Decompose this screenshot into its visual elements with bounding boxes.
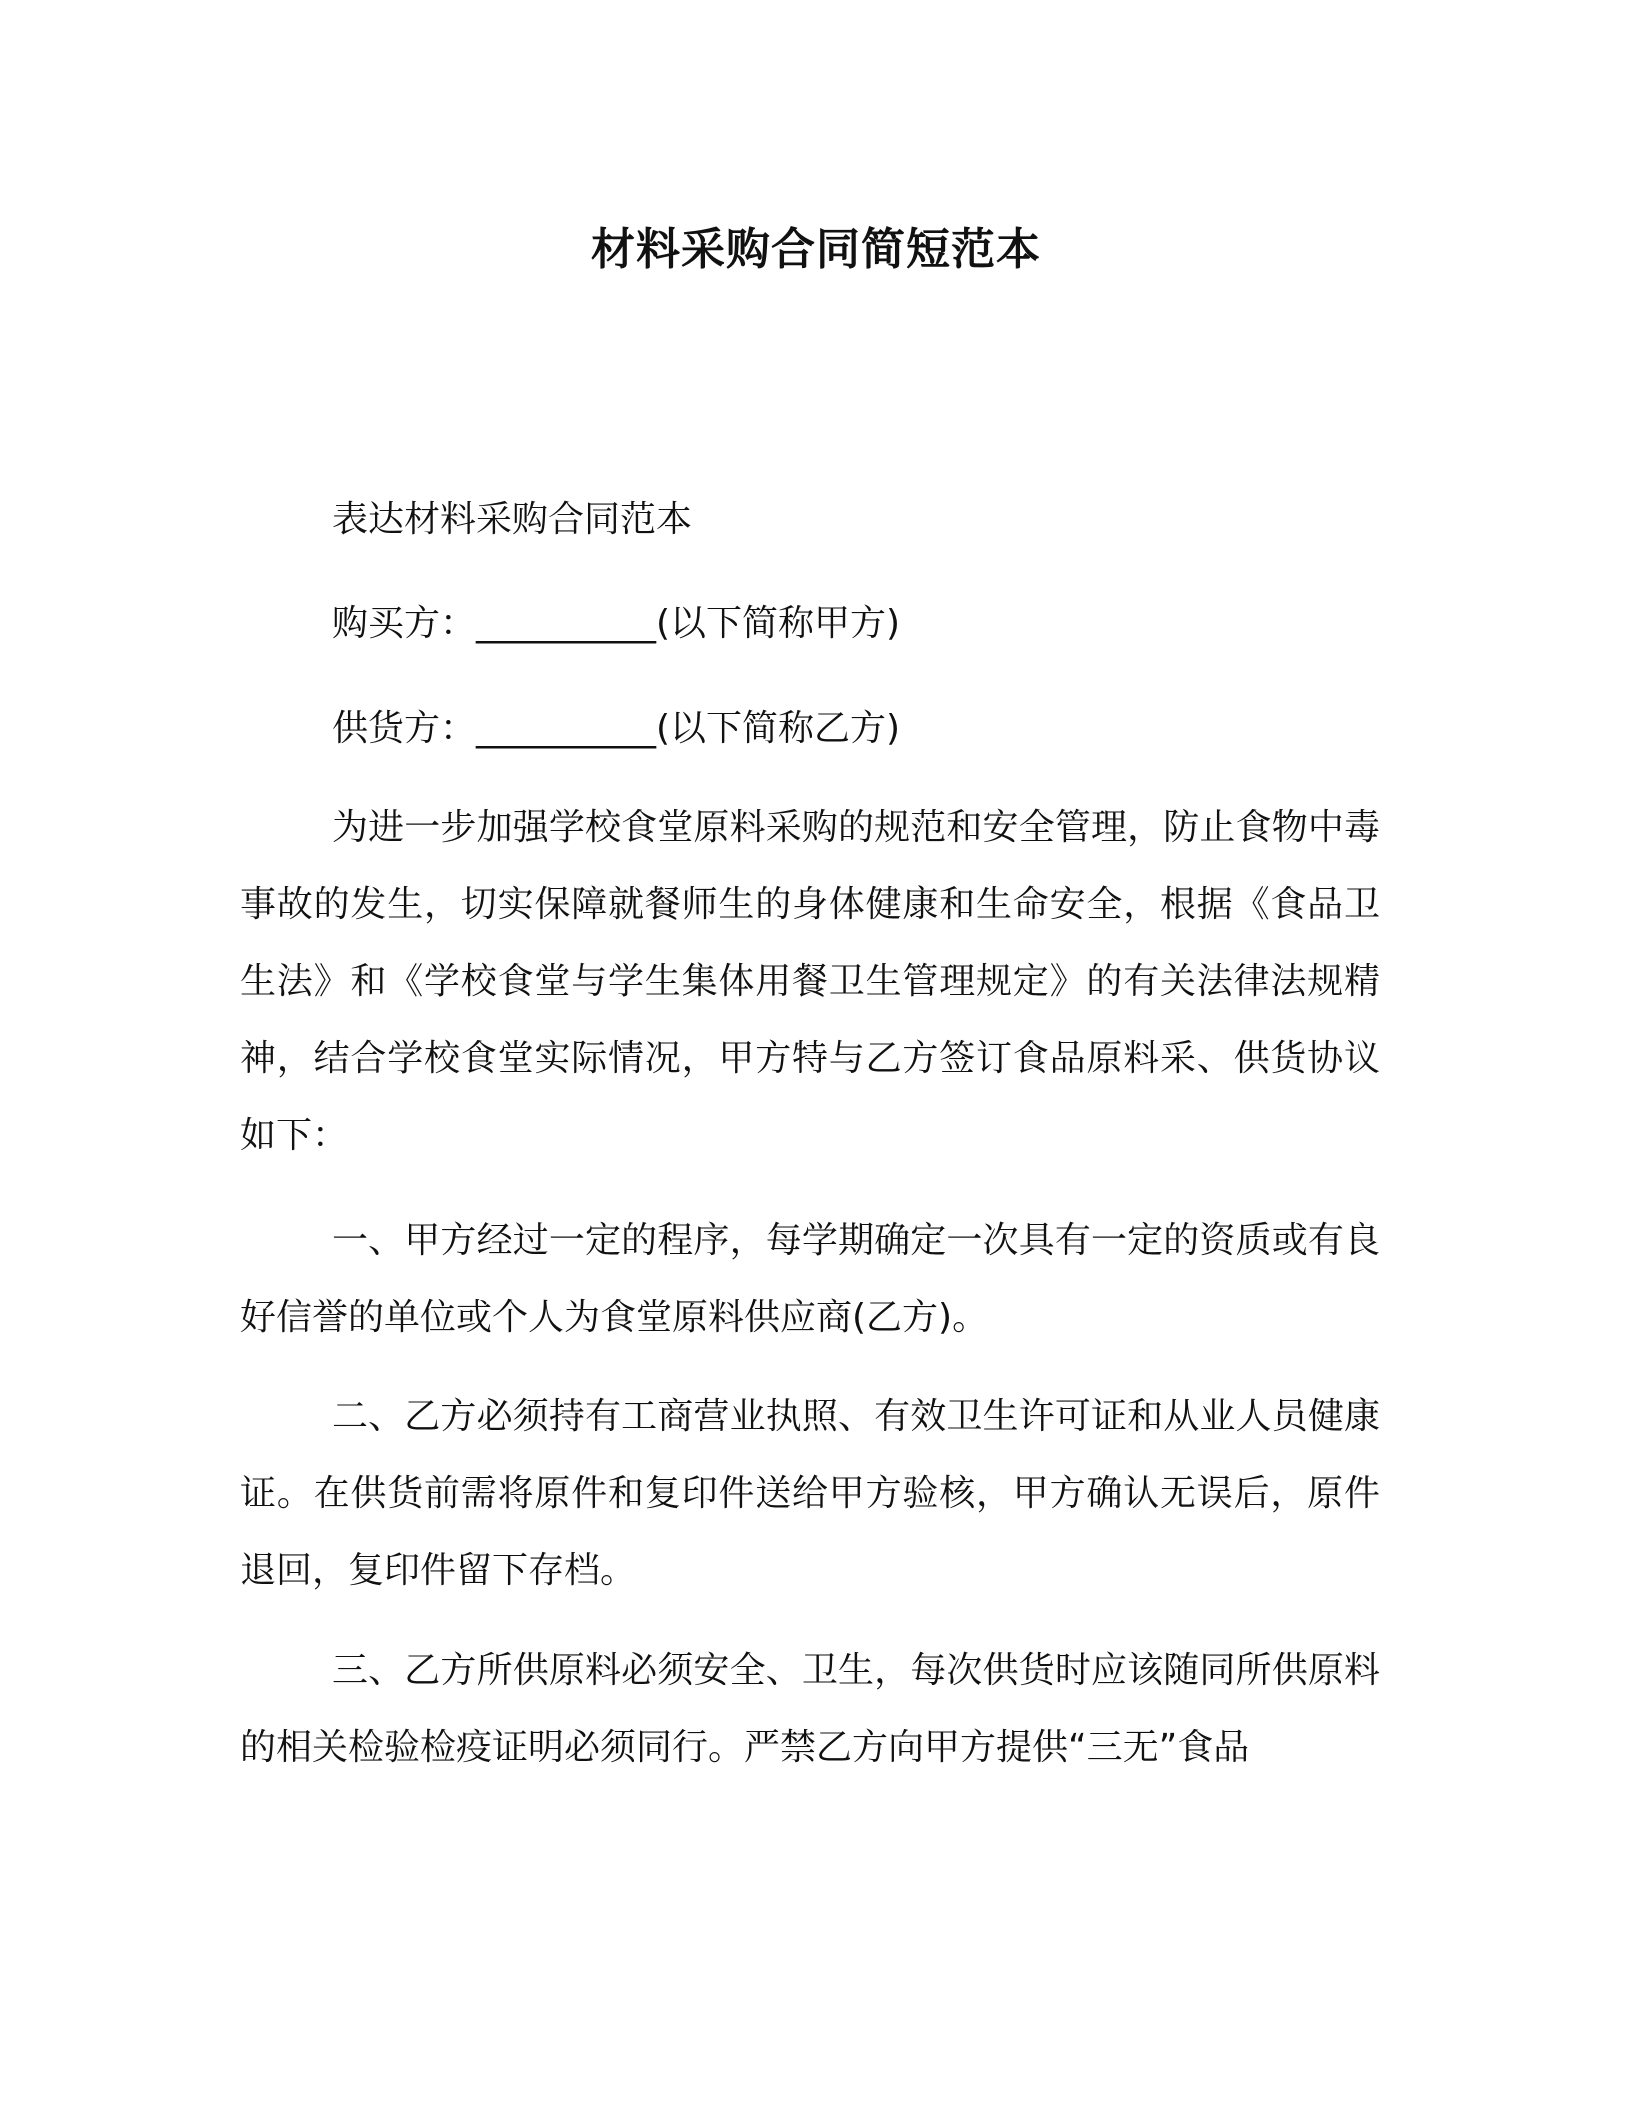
- intro-paragraph: 为进一步加强学校食堂原料采购的规范和安全管理，防止食物中毒事故的发生，切实保障就餐师生的身体健康和生命安全，根据《食品卫生法》和《学校食堂与学生集体用餐卫生管理规定》的有关法律法规精神，结合学校食堂实际情况，甲方特与乙方签订食品原料采、供货协议如下：: [240, 807, 1380, 1156]
- contract-subtitle: 表达材料采购合同范本: [332, 499, 693, 540]
- document-title: 材料采购合同简短范本: [591, 224, 1041, 275]
- clause-2-paragraph: 二、乙方必须持有工商营业执照、有效卫生许可证和从业人员健康证。在供货前需将原件和复印件送给甲方验核，甲方确认无误后，原件退回，复印件留下存档。: [240, 1396, 1380, 1591]
- clause-1-paragraph: 一、甲方经过一定的程序，每学期确定一次具有一定的资质或有良好信誉的单位或个人为食堂原料供应商(乙方)。: [240, 1220, 1380, 1338]
- supplier-line: 供货方：__________(以下简称乙方): [332, 708, 901, 749]
- buyer-line: 购买方：__________(以下简称甲方): [332, 603, 901, 644]
- clause-3-paragraph: 三、乙方所供原料必须安全、卫生，每次供货时应该随同所供原料的相关检验检疫证明必须同行。严禁乙方向甲方提供“三无”食品: [240, 1650, 1380, 1768]
